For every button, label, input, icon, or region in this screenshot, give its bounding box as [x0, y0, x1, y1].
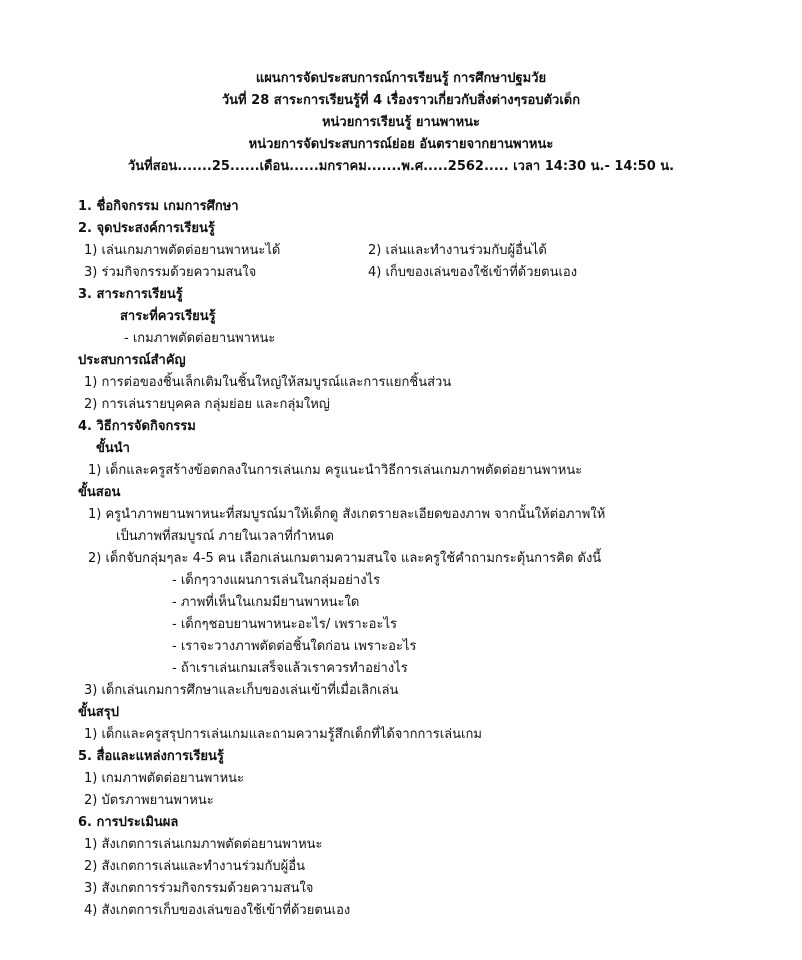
guiding-question: - ภาพที่เห็นในเกมมียานพาหนะใด [172, 595, 360, 610]
teaching-step-item: 1) ครูนำภาพยานพาหนะที่สมบูรณ์มาให้เด็กดู สังเกตรายละเอียดของภาพ จากนั้นให้ต่อภาพให้ [88, 507, 606, 522]
evaluation-item: 3) สังเกตการร่วมกิจกรรมด้วยความสนใจ [84, 881, 314, 896]
learning-unit-line: หน่วยการเรียนรู้ ยานพาหนะ [321, 115, 481, 130]
summary-step-item: 1) เด็กและครูสรุปการเล่นเกมและถามความรู้สึกเด็กที่ได้จากการเล่นเกม [84, 727, 482, 742]
plan-title: แผนการจัดประสบการณ์การเรียนรู้ การศึกษาปฐมวัย [255, 71, 547, 86]
objective-item: 3) ร่วมกิจกรรมด้วยความสนใจ [84, 265, 257, 280]
objective-item: 1) เล่นเกมภาพตัดต่อยานพาหนะได้ [84, 243, 281, 258]
intro-step-item: 1) เด็กและครูสร้างข้อตกลงในการเล่นเกม ครูแนะนำวิธีการเล่นเกมภาพตัดต่อยานพาหนะ [88, 463, 583, 478]
key-experience-item: 2) การเล่นรายบุคคล กลุ่มย่อย และกลุ่มใหญ่ [84, 397, 330, 412]
media-heading: 5. สื่อและแหล่งการเรียนรู้ [78, 749, 224, 764]
guiding-question: - เด็กๆวางแผนการเล่นในกลุ่มอย่างไร [172, 573, 381, 588]
intro-step-heading: ขั้นนำ [96, 441, 130, 456]
activity-heading: 1. ชื่อกิจกรรม เกมการศึกษา [78, 199, 239, 214]
content-item: - เกมภาพตัดต่อยานพาหนะ [124, 331, 276, 346]
teaching-step-item-continued: เป็นภาพที่สมบูรณ์ ภายในเวลาที่กำหนด [116, 529, 334, 544]
media-item: 2) บัตรภาพยานพาหนะ [84, 793, 214, 808]
evaluation-item: 1) สังเกตการเล่นเกมภาพตัดต่อยานพาหนะ [84, 837, 323, 852]
objective-item: 4) เก็บของเล่นของใช้เข้าที่ด้วยตนเอง [368, 265, 578, 280]
key-experience-heading: ประสบการณ์สำคัญ [78, 353, 186, 368]
teaching-step-item: 2) เด็กจับกลุ่มๆละ 4-5 คน เลือกเล่นเกมตามความสนใจ และครูใช้คำถามกระตุ้นการคิด ดังนี้ [88, 551, 602, 566]
summary-step-heading: ขั้นสรุป [78, 705, 119, 720]
teaching-step-heading: ขั้นสอน [78, 485, 121, 500]
objectives-heading: 2. จุดประสงค์การเรียนรู้ [78, 221, 215, 236]
key-experience-item: 1) การต่อของชิ้นเล็กเติมในชิ้นใหญ่ให้สมบูรณ์และการแยกชิ้นส่วน [84, 375, 452, 390]
guiding-question: - เด็กๆชอบยานพาหนะอะไร/ เพราะอะไร [172, 617, 397, 632]
procedure-heading: 4. วิธีการจัดกิจกรรม [78, 419, 196, 434]
content-heading: 3. สาระการเรียนรู้ [78, 287, 183, 302]
guiding-question: - เราจะวางภาพตัดต่อชิ้นใดก่อน เพราะอะไร [172, 639, 417, 654]
evaluation-item: 4) สังเกตการเก็บของเล่นของใช้เข้าที่ด้วยตนเอง [84, 903, 351, 918]
guiding-question: - ถ้าเราเล่นเกมเสร็จแล้วเราควรทำอย่างไร [172, 661, 408, 676]
evaluation-item: 2) สังเกตการเล่นและทำงานร่วมกับผู้อื่น [84, 859, 305, 874]
evaluation-heading: 6. การประเมินผล [78, 815, 179, 830]
sub-unit-line: หน่วยการจัดประสบการณ์ย่อย อันตรายจากยานพาหนะ [248, 137, 554, 152]
objective-item: 2) เล่นและทำงานร่วมกับผู้อื่นได้ [368, 243, 547, 258]
date-time-line: วันที่สอน.......25......เดือน......มกราคม.......พ.ศ.....2562..... เวลา 14:30 น.- 14:50 น. [127, 159, 675, 174]
day-subject-line: วันที่ 28 สาระการเรียนรู้ที่ 4 เรื่องราวเกี่ยวกับสิ่งต่างๆรอบตัวเด็ก [221, 93, 581, 108]
media-item: 1) เกมภาพตัดต่อยานพาหนะ [84, 771, 245, 786]
teaching-step-item: 3) เด็กเล่นเกมการศึกษาและเก็บของเล่นเข้าที่เมื่อเลิกเล่น [84, 683, 399, 698]
content-subheading: สาระที่ควรเรียนรู้ [120, 309, 216, 324]
